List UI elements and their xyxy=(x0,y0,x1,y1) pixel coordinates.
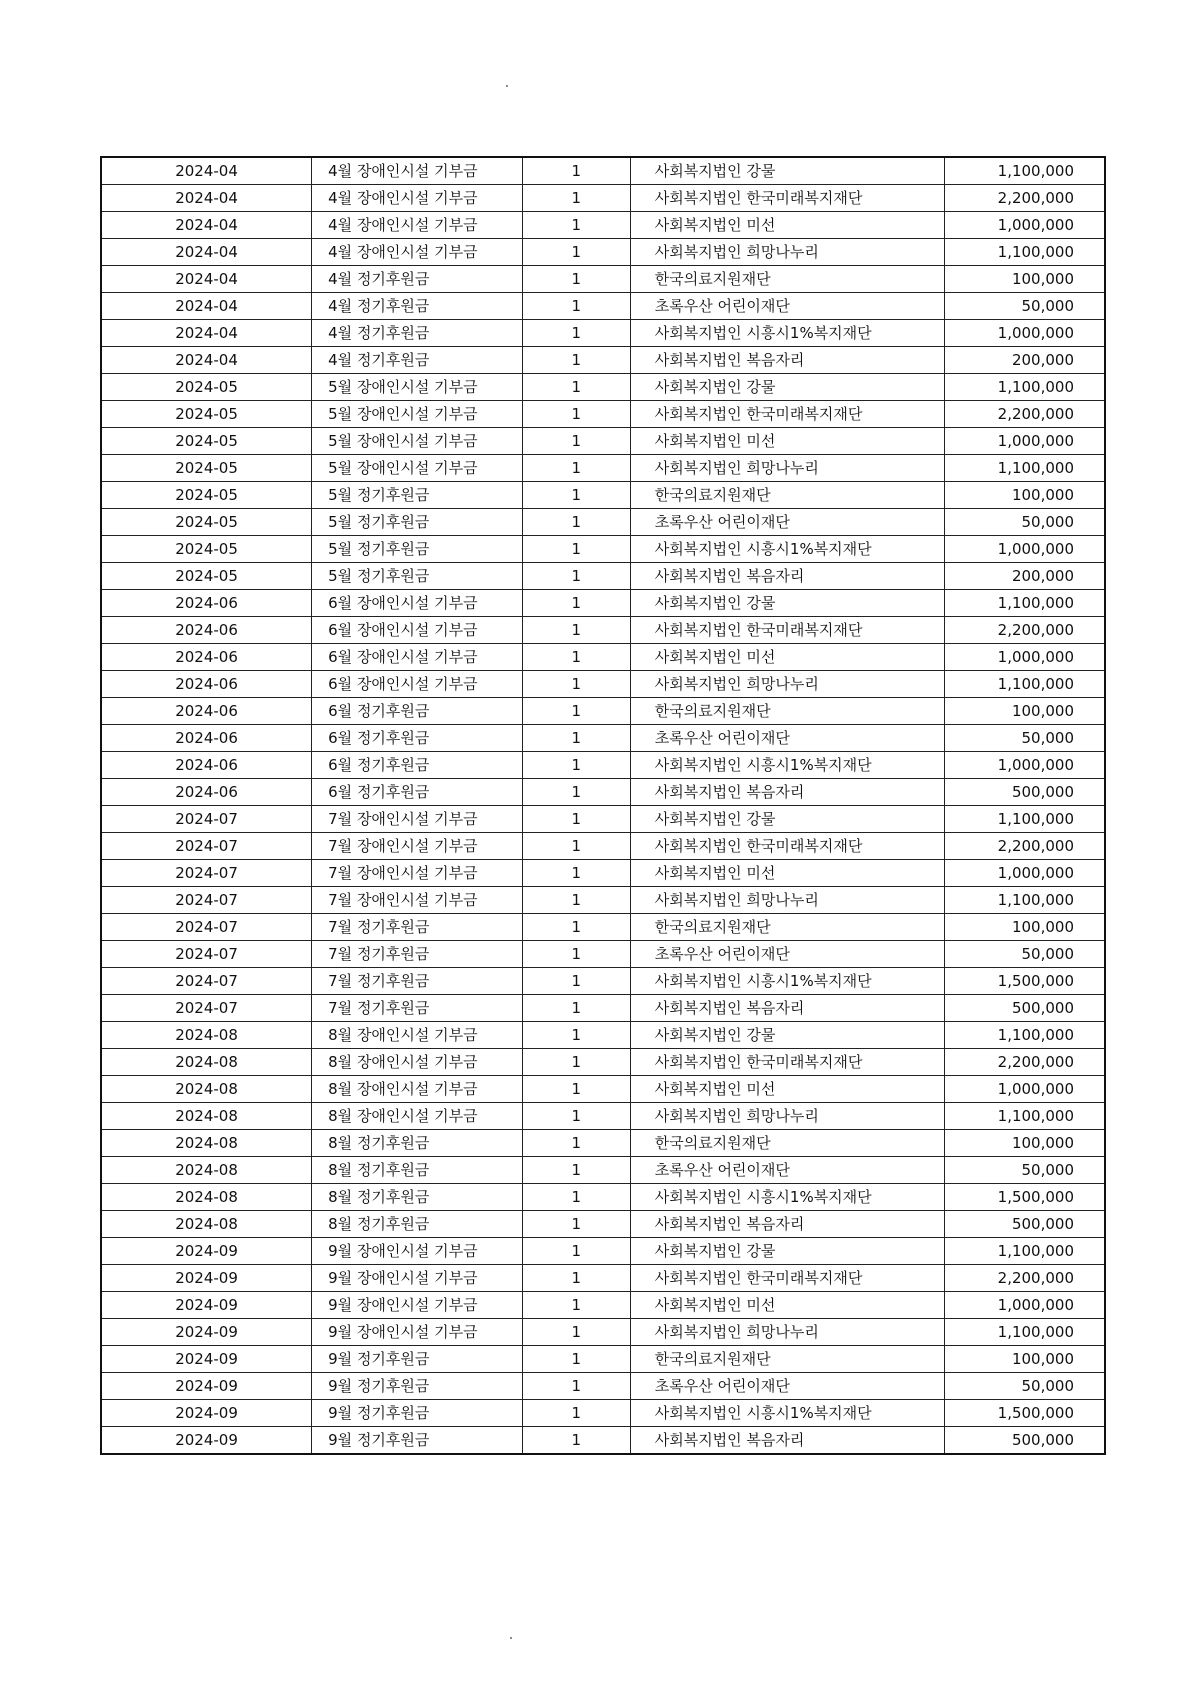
organization-cell: 사회복지법인 한국미래복지재단 xyxy=(630,401,944,428)
organization-cell: 사회복지법인 복음자리 xyxy=(630,1427,944,1455)
amount-cell: 100,000 xyxy=(945,266,1105,293)
table-row xyxy=(101,914,1105,941)
amount-cell: 100,000 xyxy=(945,482,1105,509)
item-cell: 8월 장애인시설 기부금 xyxy=(312,1049,523,1076)
table-row xyxy=(101,1184,1105,1211)
date-cell: 2024-04 xyxy=(101,293,312,320)
organization-cell: 사회복지법인 시흥시1%복지재단 xyxy=(630,1184,944,1211)
date-cell: 2024-05 xyxy=(101,374,312,401)
table-row xyxy=(101,779,1105,806)
table-row xyxy=(101,455,1105,482)
date-cell: 2024-06 xyxy=(101,779,312,806)
organization-cell: 사회복지법인 강물 xyxy=(630,1238,944,1265)
table-row xyxy=(101,320,1105,347)
table-row xyxy=(101,968,1105,995)
item-cell: 5월 정기후원금 xyxy=(312,563,523,590)
date-cell: 2024-04 xyxy=(101,320,312,347)
item-cell: 7월 정기후원금 xyxy=(312,968,523,995)
organization-cell: 사회복지법인 미선 xyxy=(630,1292,944,1319)
amount-cell: 500,000 xyxy=(945,1211,1105,1238)
count-cell: 1 xyxy=(522,1184,630,1211)
count-cell: 1 xyxy=(522,293,630,320)
amount-cell: 200,000 xyxy=(945,347,1105,374)
donation-ledger-table xyxy=(100,156,1106,1455)
date-cell: 2024-06 xyxy=(101,671,312,698)
count-cell: 1 xyxy=(522,1211,630,1238)
date-cell: 2024-05 xyxy=(101,401,312,428)
date-cell: 2024-08 xyxy=(101,1184,312,1211)
item-cell: 5월 장애인시설 기부금 xyxy=(312,455,523,482)
item-cell: 9월 정기후원금 xyxy=(312,1373,523,1400)
amount-cell: 2,200,000 xyxy=(945,833,1105,860)
count-cell: 1 xyxy=(522,752,630,779)
item-cell: 4월 정기후원금 xyxy=(312,320,523,347)
count-cell: 1 xyxy=(522,212,630,239)
item-cell: 9월 장애인시설 기부금 xyxy=(312,1265,523,1292)
table-row xyxy=(101,266,1105,293)
amount-cell: 200,000 xyxy=(945,563,1105,590)
item-cell: 4월 장애인시설 기부금 xyxy=(312,212,523,239)
amount-cell: 1,500,000 xyxy=(945,968,1105,995)
amount-cell: 1,100,000 xyxy=(945,1319,1105,1346)
date-cell: 2024-09 xyxy=(101,1373,312,1400)
date-cell: 2024-07 xyxy=(101,860,312,887)
item-cell: 8월 장애인시설 기부금 xyxy=(312,1022,523,1049)
count-cell: 1 xyxy=(522,1049,630,1076)
organization-cell: 사회복지법인 한국미래복지재단 xyxy=(630,185,944,212)
organization-cell: 사회복지법인 한국미래복지재단 xyxy=(630,617,944,644)
organization-cell: 사회복지법인 한국미래복지재단 xyxy=(630,833,944,860)
item-cell: 7월 장애인시설 기부금 xyxy=(312,860,523,887)
organization-cell: 사회복지법인 한국미래복지재단 xyxy=(630,1265,944,1292)
date-cell: 2024-09 xyxy=(101,1292,312,1319)
item-cell: 6월 장애인시설 기부금 xyxy=(312,617,523,644)
count-cell: 1 xyxy=(522,968,630,995)
table-row xyxy=(101,833,1105,860)
organization-cell: 사회복지법인 희망나누리 xyxy=(630,1319,944,1346)
count-cell: 1 xyxy=(522,1238,630,1265)
item-cell: 8월 장애인시설 기부금 xyxy=(312,1103,523,1130)
organization-cell: 사회복지법인 한국미래복지재단 xyxy=(630,1049,944,1076)
item-cell: 7월 장애인시설 기부금 xyxy=(312,887,523,914)
item-cell: 8월 장애인시설 기부금 xyxy=(312,1076,523,1103)
count-cell: 1 xyxy=(522,1265,630,1292)
count-cell: 1 xyxy=(522,1130,630,1157)
date-cell: 2024-06 xyxy=(101,617,312,644)
date-cell: 2024-09 xyxy=(101,1427,312,1455)
date-cell: 2024-04 xyxy=(101,239,312,266)
item-cell: 6월 정기후원금 xyxy=(312,725,523,752)
count-cell: 1 xyxy=(522,914,630,941)
organization-cell: 사회복지법인 미선 xyxy=(630,644,944,671)
organization-cell: 사회복지법인 미선 xyxy=(630,1076,944,1103)
date-cell: 2024-08 xyxy=(101,1130,312,1157)
item-cell: 8월 정기후원금 xyxy=(312,1130,523,1157)
organization-cell: 사회복지법인 시흥시1%복지재단 xyxy=(630,536,944,563)
amount-cell: 500,000 xyxy=(945,1427,1105,1455)
organization-cell: 사회복지법인 미선 xyxy=(630,860,944,887)
count-cell: 1 xyxy=(522,1022,630,1049)
date-cell: 2024-08 xyxy=(101,1022,312,1049)
date-cell: 2024-05 xyxy=(101,563,312,590)
item-cell: 4월 장애인시설 기부금 xyxy=(312,185,523,212)
amount-cell: 1,100,000 xyxy=(945,887,1105,914)
table-row xyxy=(101,590,1105,617)
item-cell: 6월 정기후원금 xyxy=(312,779,523,806)
date-cell: 2024-05 xyxy=(101,428,312,455)
item-cell: 5월 정기후원금 xyxy=(312,536,523,563)
amount-cell: 1,000,000 xyxy=(945,644,1105,671)
amount-cell: 1,000,000 xyxy=(945,1076,1105,1103)
table-row xyxy=(101,644,1105,671)
date-cell: 2024-06 xyxy=(101,644,312,671)
date-cell: 2024-06 xyxy=(101,590,312,617)
organization-cell: 초록우산 어린이재단 xyxy=(630,725,944,752)
organization-cell: 사회복지법인 강물 xyxy=(630,1022,944,1049)
amount-cell: 1,100,000 xyxy=(945,374,1105,401)
table-row xyxy=(101,347,1105,374)
table-row xyxy=(101,860,1105,887)
table-row xyxy=(101,698,1105,725)
item-cell: 9월 장애인시설 기부금 xyxy=(312,1319,523,1346)
date-cell: 2024-07 xyxy=(101,806,312,833)
count-cell: 1 xyxy=(522,536,630,563)
count-cell: 1 xyxy=(522,428,630,455)
count-cell: 1 xyxy=(522,860,630,887)
table-row xyxy=(101,617,1105,644)
organization-cell: 사회복지법인 복음자리 xyxy=(630,347,944,374)
table-row xyxy=(101,725,1105,752)
organization-cell: 초록우산 어린이재단 xyxy=(630,1373,944,1400)
organization-cell: 사회복지법인 복음자리 xyxy=(630,563,944,590)
amount-cell: 50,000 xyxy=(945,1157,1105,1184)
organization-cell: 한국의료지원재단 xyxy=(630,698,944,725)
item-cell: 6월 정기후원금 xyxy=(312,698,523,725)
count-cell: 1 xyxy=(522,347,630,374)
count-cell: 1 xyxy=(522,509,630,536)
item-cell: 7월 정기후원금 xyxy=(312,995,523,1022)
count-cell: 1 xyxy=(522,833,630,860)
date-cell: 2024-08 xyxy=(101,1211,312,1238)
organization-cell: 사회복지법인 희망나누리 xyxy=(630,887,944,914)
amount-cell: 1,100,000 xyxy=(945,1022,1105,1049)
amount-cell: 50,000 xyxy=(945,725,1105,752)
table-row xyxy=(101,428,1105,455)
organization-cell: 사회복지법인 희망나누리 xyxy=(630,1103,944,1130)
date-cell: 2024-04 xyxy=(101,185,312,212)
item-cell: 9월 정기후원금 xyxy=(312,1346,523,1373)
table-row xyxy=(101,1211,1105,1238)
table-row xyxy=(101,293,1105,320)
table-row xyxy=(101,1346,1105,1373)
organization-cell: 초록우산 어린이재단 xyxy=(630,941,944,968)
amount-cell: 1,100,000 xyxy=(945,1103,1105,1130)
date-cell: 2024-04 xyxy=(101,157,312,185)
organization-cell: 사회복지법인 강물 xyxy=(630,374,944,401)
table-row xyxy=(101,1049,1105,1076)
date-cell: 2024-04 xyxy=(101,347,312,374)
scan-speck xyxy=(510,1637,512,1639)
amount-cell: 1,500,000 xyxy=(945,1400,1105,1427)
item-cell: 4월 정기후원금 xyxy=(312,266,523,293)
count-cell: 1 xyxy=(522,1157,630,1184)
count-cell: 1 xyxy=(522,941,630,968)
count-cell: 1 xyxy=(522,1346,630,1373)
table-row xyxy=(101,1319,1105,1346)
organization-cell: 사회복지법인 시흥시1%복지재단 xyxy=(630,968,944,995)
count-cell: 1 xyxy=(522,401,630,428)
count-cell: 1 xyxy=(522,995,630,1022)
count-cell: 1 xyxy=(522,1427,630,1455)
table-row xyxy=(101,239,1105,266)
item-cell: 4월 장애인시설 기부금 xyxy=(312,239,523,266)
amount-cell: 500,000 xyxy=(945,779,1105,806)
date-cell: 2024-05 xyxy=(101,536,312,563)
count-cell: 1 xyxy=(522,1400,630,1427)
item-cell: 9월 장애인시설 기부금 xyxy=(312,1292,523,1319)
organization-cell: 사회복지법인 시흥시1%복지재단 xyxy=(630,1400,944,1427)
amount-cell: 1,000,000 xyxy=(945,860,1105,887)
date-cell: 2024-07 xyxy=(101,914,312,941)
date-cell: 2024-09 xyxy=(101,1238,312,1265)
date-cell: 2024-07 xyxy=(101,968,312,995)
amount-cell: 1,000,000 xyxy=(945,212,1105,239)
item-cell: 7월 장애인시설 기부금 xyxy=(312,833,523,860)
table-row xyxy=(101,1265,1105,1292)
amount-cell: 100,000 xyxy=(945,698,1105,725)
item-cell: 4월 장애인시설 기부금 xyxy=(312,157,523,185)
table-row xyxy=(101,1292,1105,1319)
organization-cell: 사회복지법인 희망나누리 xyxy=(630,239,944,266)
table-row xyxy=(101,671,1105,698)
count-cell: 1 xyxy=(522,482,630,509)
count-cell: 1 xyxy=(522,1319,630,1346)
organization-cell: 초록우산 어린이재단 xyxy=(630,509,944,536)
amount-cell: 2,200,000 xyxy=(945,1049,1105,1076)
count-cell: 1 xyxy=(522,1076,630,1103)
count-cell: 1 xyxy=(522,266,630,293)
count-cell: 1 xyxy=(522,320,630,347)
item-cell: 5월 장애인시설 기부금 xyxy=(312,428,523,455)
amount-cell: 2,200,000 xyxy=(945,185,1105,212)
table-row xyxy=(101,1076,1105,1103)
date-cell: 2024-05 xyxy=(101,509,312,536)
amount-cell: 100,000 xyxy=(945,1130,1105,1157)
count-cell: 1 xyxy=(522,806,630,833)
date-cell: 2024-09 xyxy=(101,1265,312,1292)
item-cell: 6월 정기후원금 xyxy=(312,752,523,779)
organization-cell: 한국의료지원재단 xyxy=(630,482,944,509)
date-cell: 2024-06 xyxy=(101,698,312,725)
amount-cell: 50,000 xyxy=(945,293,1105,320)
date-cell: 2024-04 xyxy=(101,212,312,239)
count-cell: 1 xyxy=(522,779,630,806)
amount-cell: 100,000 xyxy=(945,1346,1105,1373)
organization-cell: 사회복지법인 희망나누리 xyxy=(630,671,944,698)
date-cell: 2024-07 xyxy=(101,941,312,968)
item-cell: 8월 정기후원금 xyxy=(312,1157,523,1184)
organization-cell: 사회복지법인 강물 xyxy=(630,590,944,617)
table-row xyxy=(101,401,1105,428)
date-cell: 2024-08 xyxy=(101,1076,312,1103)
item-cell: 9월 정기후원금 xyxy=(312,1427,523,1455)
item-cell: 5월 장애인시설 기부금 xyxy=(312,401,523,428)
date-cell: 2024-09 xyxy=(101,1346,312,1373)
organization-cell: 한국의료지원재단 xyxy=(630,266,944,293)
amount-cell: 50,000 xyxy=(945,509,1105,536)
table-row xyxy=(101,1427,1105,1455)
count-cell: 1 xyxy=(522,374,630,401)
table-row xyxy=(101,1157,1105,1184)
item-cell: 9월 장애인시설 기부금 xyxy=(312,1238,523,1265)
table-row xyxy=(101,1103,1105,1130)
organization-cell: 사회복지법인 미선 xyxy=(630,212,944,239)
organization-cell: 사회복지법인 복음자리 xyxy=(630,995,944,1022)
amount-cell: 50,000 xyxy=(945,1373,1105,1400)
date-cell: 2024-07 xyxy=(101,887,312,914)
date-cell: 2024-09 xyxy=(101,1400,312,1427)
table-row xyxy=(101,995,1105,1022)
item-cell: 5월 장애인시설 기부금 xyxy=(312,374,523,401)
organization-cell: 한국의료지원재단 xyxy=(630,1130,944,1157)
count-cell: 1 xyxy=(522,563,630,590)
date-cell: 2024-04 xyxy=(101,266,312,293)
date-cell: 2024-09 xyxy=(101,1319,312,1346)
amount-cell: 2,200,000 xyxy=(945,401,1105,428)
date-cell: 2024-06 xyxy=(101,725,312,752)
count-cell: 1 xyxy=(522,725,630,752)
count-cell: 1 xyxy=(522,1292,630,1319)
table-row xyxy=(101,1400,1105,1427)
table-row xyxy=(101,374,1105,401)
amount-cell: 1,100,000 xyxy=(945,590,1105,617)
amount-cell: 1,100,000 xyxy=(945,671,1105,698)
date-cell: 2024-07 xyxy=(101,833,312,860)
organization-cell: 사회복지법인 시흥시1%복지재단 xyxy=(630,752,944,779)
organization-cell: 사회복지법인 강물 xyxy=(630,806,944,833)
count-cell: 1 xyxy=(522,185,630,212)
amount-cell: 1,100,000 xyxy=(945,157,1105,185)
amount-cell: 1,000,000 xyxy=(945,428,1105,455)
organization-cell: 초록우산 어린이재단 xyxy=(630,293,944,320)
table-row xyxy=(101,1238,1105,1265)
count-cell: 1 xyxy=(522,1103,630,1130)
date-cell: 2024-08 xyxy=(101,1157,312,1184)
table-row xyxy=(101,185,1105,212)
date-cell: 2024-07 xyxy=(101,995,312,1022)
count-cell: 1 xyxy=(522,698,630,725)
item-cell: 7월 정기후원금 xyxy=(312,941,523,968)
amount-cell: 50,000 xyxy=(945,941,1105,968)
item-cell: 9월 정기후원금 xyxy=(312,1400,523,1427)
table-row xyxy=(101,509,1105,536)
amount-cell: 1,100,000 xyxy=(945,1238,1105,1265)
organization-cell: 사회복지법인 복음자리 xyxy=(630,1211,944,1238)
amount-cell: 1,000,000 xyxy=(945,752,1105,779)
amount-cell: 1,000,000 xyxy=(945,320,1105,347)
scan-speck xyxy=(506,85,508,87)
date-cell: 2024-05 xyxy=(101,455,312,482)
organization-cell: 사회복지법인 강물 xyxy=(630,157,944,185)
item-cell: 4월 정기후원금 xyxy=(312,347,523,374)
item-cell: 7월 장애인시설 기부금 xyxy=(312,806,523,833)
date-cell: 2024-08 xyxy=(101,1103,312,1130)
count-cell: 1 xyxy=(522,644,630,671)
item-cell: 5월 정기후원금 xyxy=(312,509,523,536)
item-cell: 6월 장애인시설 기부금 xyxy=(312,644,523,671)
item-cell: 6월 장애인시설 기부금 xyxy=(312,590,523,617)
count-cell: 1 xyxy=(522,455,630,482)
amount-cell: 1,000,000 xyxy=(945,1292,1105,1319)
organization-cell: 사회복지법인 복음자리 xyxy=(630,779,944,806)
count-cell: 1 xyxy=(522,239,630,266)
count-cell: 1 xyxy=(522,887,630,914)
amount-cell: 100,000 xyxy=(945,914,1105,941)
item-cell: 7월 정기후원금 xyxy=(312,914,523,941)
date-cell: 2024-05 xyxy=(101,482,312,509)
item-cell: 5월 정기후원금 xyxy=(312,482,523,509)
organization-cell: 한국의료지원재단 xyxy=(630,1346,944,1373)
organization-cell: 초록우산 어린이재단 xyxy=(630,1157,944,1184)
table-row xyxy=(101,752,1105,779)
ledger-body xyxy=(101,157,1105,1454)
table-row xyxy=(101,887,1105,914)
table-row xyxy=(101,536,1105,563)
amount-cell: 2,200,000 xyxy=(945,1265,1105,1292)
table-row xyxy=(101,1130,1105,1157)
table-row xyxy=(101,482,1105,509)
date-cell: 2024-06 xyxy=(101,752,312,779)
count-cell: 1 xyxy=(522,157,630,185)
table-row xyxy=(101,157,1105,185)
table-row xyxy=(101,941,1105,968)
amount-cell: 1,100,000 xyxy=(945,239,1105,266)
organization-cell: 한국의료지원재단 xyxy=(630,914,944,941)
table-row xyxy=(101,1373,1105,1400)
item-cell: 6월 장애인시설 기부금 xyxy=(312,671,523,698)
item-cell: 8월 정기후원금 xyxy=(312,1184,523,1211)
organization-cell: 사회복지법인 미선 xyxy=(630,428,944,455)
organization-cell: 사회복지법인 시흥시1%복지재단 xyxy=(630,320,944,347)
item-cell: 4월 정기후원금 xyxy=(312,293,523,320)
count-cell: 1 xyxy=(522,671,630,698)
date-cell: 2024-08 xyxy=(101,1049,312,1076)
amount-cell: 500,000 xyxy=(945,995,1105,1022)
count-cell: 1 xyxy=(522,617,630,644)
amount-cell: 2,200,000 xyxy=(945,617,1105,644)
amount-cell: 1,100,000 xyxy=(945,806,1105,833)
count-cell: 1 xyxy=(522,590,630,617)
amount-cell: 1,100,000 xyxy=(945,455,1105,482)
organization-cell: 사회복지법인 희망나누리 xyxy=(630,455,944,482)
table-row xyxy=(101,212,1105,239)
table-row xyxy=(101,563,1105,590)
amount-cell: 1,000,000 xyxy=(945,536,1105,563)
table-row xyxy=(101,1022,1105,1049)
item-cell: 8월 정기후원금 xyxy=(312,1211,523,1238)
count-cell: 1 xyxy=(522,1373,630,1400)
amount-cell: 1,500,000 xyxy=(945,1184,1105,1211)
table-row xyxy=(101,806,1105,833)
